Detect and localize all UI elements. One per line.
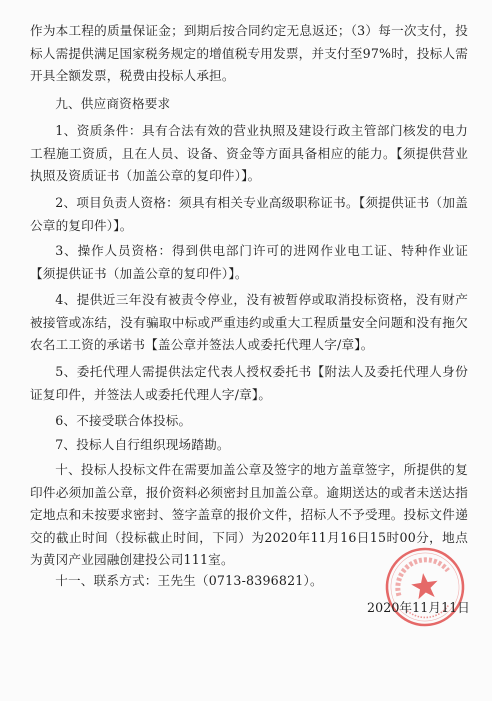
paragraph-requirement-6: 6、不接受联合体投标。 — [55, 413, 192, 428]
paragraph-requirement-7: 7、投标人自行组织现场踏勘。 — [55, 437, 230, 452]
paragraph-requirement-2: 2、项目负责人资格：须具有相关专业高级职称证书。【须提供证书（加盖公章的复印件）】。 — [30, 195, 468, 233]
paragraph-contact: 十一、联系方式：王先生（0713-8396821）。 — [55, 573, 323, 588]
paragraph-requirement-1: 1、资质条件：具有合法有效的营业执照及建设行政主管部门核发的电力工程施工资质，且在人员、设备、资金等方面具备相应的能力。【须提供营业执照及资质证书（加盖公章的复印件）】。 — [30, 123, 468, 184]
seal-icon — [379, 541, 472, 634]
paragraph-requirement-4: 4、提供近三年没有被责令停业，没有被暂停或取消投标资格，没有财产被接管或冻结，没有骗取中标或严重违约或重大工程质量安全问题和没有拖欠农名工工资的承诺书【盖公章并签法人或委托代理人字/章】。 — [30, 292, 468, 353]
paragraph-payment-terms: 作为本工程的质量保证金；到期后按合同约定无息返还；（3）每一次支付，投标人需提供满足国家税务规定的增值税专用发票，并支付至97%时，投标人需开具全额发票，税费由投标人承担。 — [30, 23, 468, 84]
company-seal — [379, 541, 472, 634]
paragraph-submission: 十、投标人投标文件在需要加盖公章及签字的地方盖章签字，所提供的复印件必须加盖公章，报价资料必须密封且加盖公章。逾期送达的或者未送达指定地点和未按要求密封、签字盖章的报价文件，招标人不予受理。投标文件递交的截止时间（投标截止时间，下同）为2020年11月16日15时00分，地点为黄冈产业园融创建投公司111室。 — [30, 462, 468, 568]
paragraph-requirement-3: 3、操作人员资格：得到供电部门许可的进网作业电工证、特种作业证【须提供证书（加盖公章的复印件）】。 — [30, 243, 468, 281]
paragraph-requirement-5: 5、委托代理人需提供法定代表人授权委托书【附法人及委托代理人身份证复印件，并签法人或委托代理人字/章】。 — [30, 364, 468, 402]
document-date: 2020年11月11日 — [367, 600, 470, 615]
section-heading-qualifications: 九、供应商资格要求 — [55, 96, 171, 111]
